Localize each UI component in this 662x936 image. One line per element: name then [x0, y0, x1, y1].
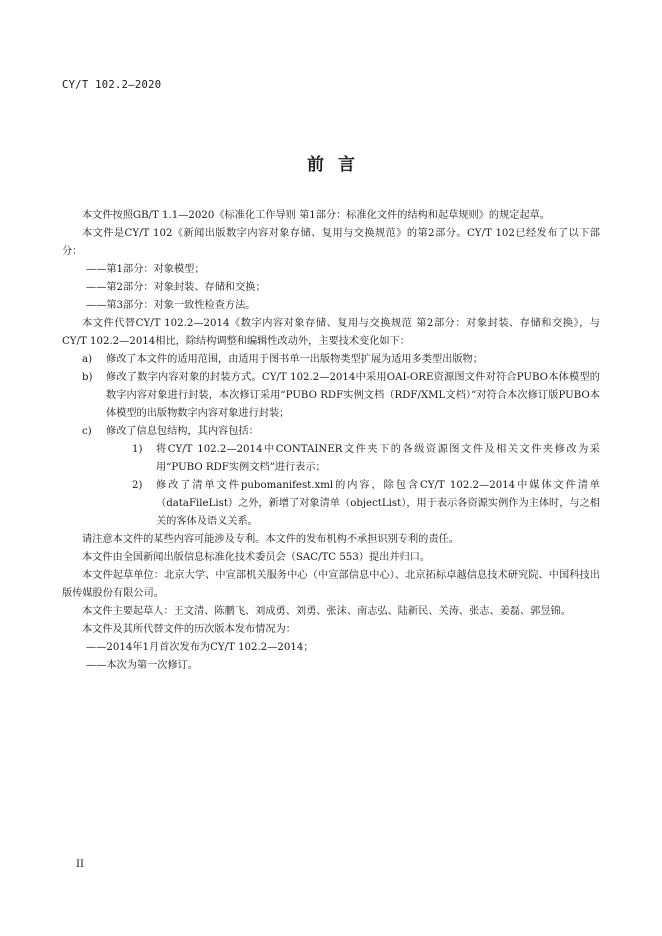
- change-item-b-text: 修改了数字内容对象的封装方式。CY/T 102.2—2014中采用OAI-ORE资源图文件对符合PUBO本体模型的数字内容对象进行封装，本次修订采用“PUBO RDF实例文档（RDF/XML文档）”对符合本次修订版PUBO本体模型的出版物数字内容对象进行封装；: [106, 372, 600, 419]
- foreword-body: [62, 207, 600, 675]
- change-subitem-1-text: 将CY/T 102.2—2014中CONTAINER文件夹下的各级资源图文件及相关文件夹修改为采用“PUBO RDF实例文档”进行表示；: [156, 444, 600, 473]
- change-subitem-2-text: 修改了清单文件pubomanifest.xml的内容，除包含CY/T 102.2—2014中媒体文件清单（dataFileList）之外，新增了对象清单（objectList），用于表示各资源实例作为主体时，与之相关的客体及语义关系。: [156, 480, 600, 527]
- paragraph-drafting-rules: 本文件按照GB/T 1.1—2020《标准化工作导则 第1部分：标准化文件的结构和起草规则》的规定起草。: [82, 210, 551, 221]
- list-item-part-2: ——第2部分：对象封装、存储和交换；: [86, 282, 266, 293]
- change-subitem-2-marker: 2): [132, 480, 143, 491]
- change-item-a-text: 修改了本文件的适用范围，由适用于图书单一出版物类型扩展为适用多类型出版物；: [106, 354, 483, 365]
- page-title: 前言: [307, 155, 369, 175]
- change-subitem-1-marker: 1): [132, 444, 143, 455]
- change-item-c-marker: c): [82, 426, 92, 437]
- paragraph-part-info: 本文件是CY/T 102《新闻出版数字内容对象存储、复用与交换规范》的第2部分。CY/T 102已经发布了以下部分：: [62, 228, 600, 257]
- change-item-c: [62, 423, 600, 441]
- paragraph-drafters: 本文件主要起草人：王文清、陈鹏飞、刘成勇、刘勇、张沫、南志弘、陆新民、关涛、张志、姜磊、郭昱锦。: [82, 606, 571, 617]
- paragraph-drafting-units: 本文件起草单位：北京大学、中宣部机关服务中心（中宣部信息中心）、北京拓标卓越信息技术研究院、中国科技出版传媒股份有限公司。: [62, 570, 600, 599]
- document-code-header: CY/T 102.2—2020: [62, 79, 162, 91]
- change-item-c-text: 修改了信息包结构，其内容包括：: [106, 426, 259, 437]
- list-item-version-current: ——本次为第一次修订。: [86, 660, 199, 671]
- paragraph-version-history: 本文件及其所代替文件的历次版本发布情况为：: [82, 624, 296, 635]
- list-item-version-2014: ——2014年1月首次发布为CY/T 102.2—2014；: [86, 642, 314, 653]
- paragraph-committee: 本文件由全国新闻出版信息标准化技术委员会（SAC/TC 553）提出并归口。: [82, 552, 431, 563]
- page-number: II: [76, 859, 84, 870]
- paragraph-patent-notice: 请注意本文件的某些内容可能涉及专利。本文件的发布机构不承担识别专利的责任。: [82, 534, 459, 545]
- change-item-b-marker: b): [82, 372, 93, 383]
- list-item-part-1: ——第1部分：对象模型；: [86, 264, 205, 275]
- change-item-a-marker: a): [82, 354, 93, 365]
- change-subitem-1: [62, 441, 600, 477]
- change-item-b: [62, 369, 600, 423]
- paragraph-replacement: 本文件代替CY/T 102.2—2014《数字内容对象存储、复用与交换规范 第2部分：对象封装、存储和交换》，与CY/T 102.2—2014相比，除结构调整和编辑性改动外，主要技术变化如下：: [62, 318, 600, 347]
- list-item-part-3: ——第3部分：对象一致性检查方法。: [86, 300, 256, 311]
- change-subitem-2: [62, 477, 600, 531]
- change-item-a: [62, 351, 600, 369]
